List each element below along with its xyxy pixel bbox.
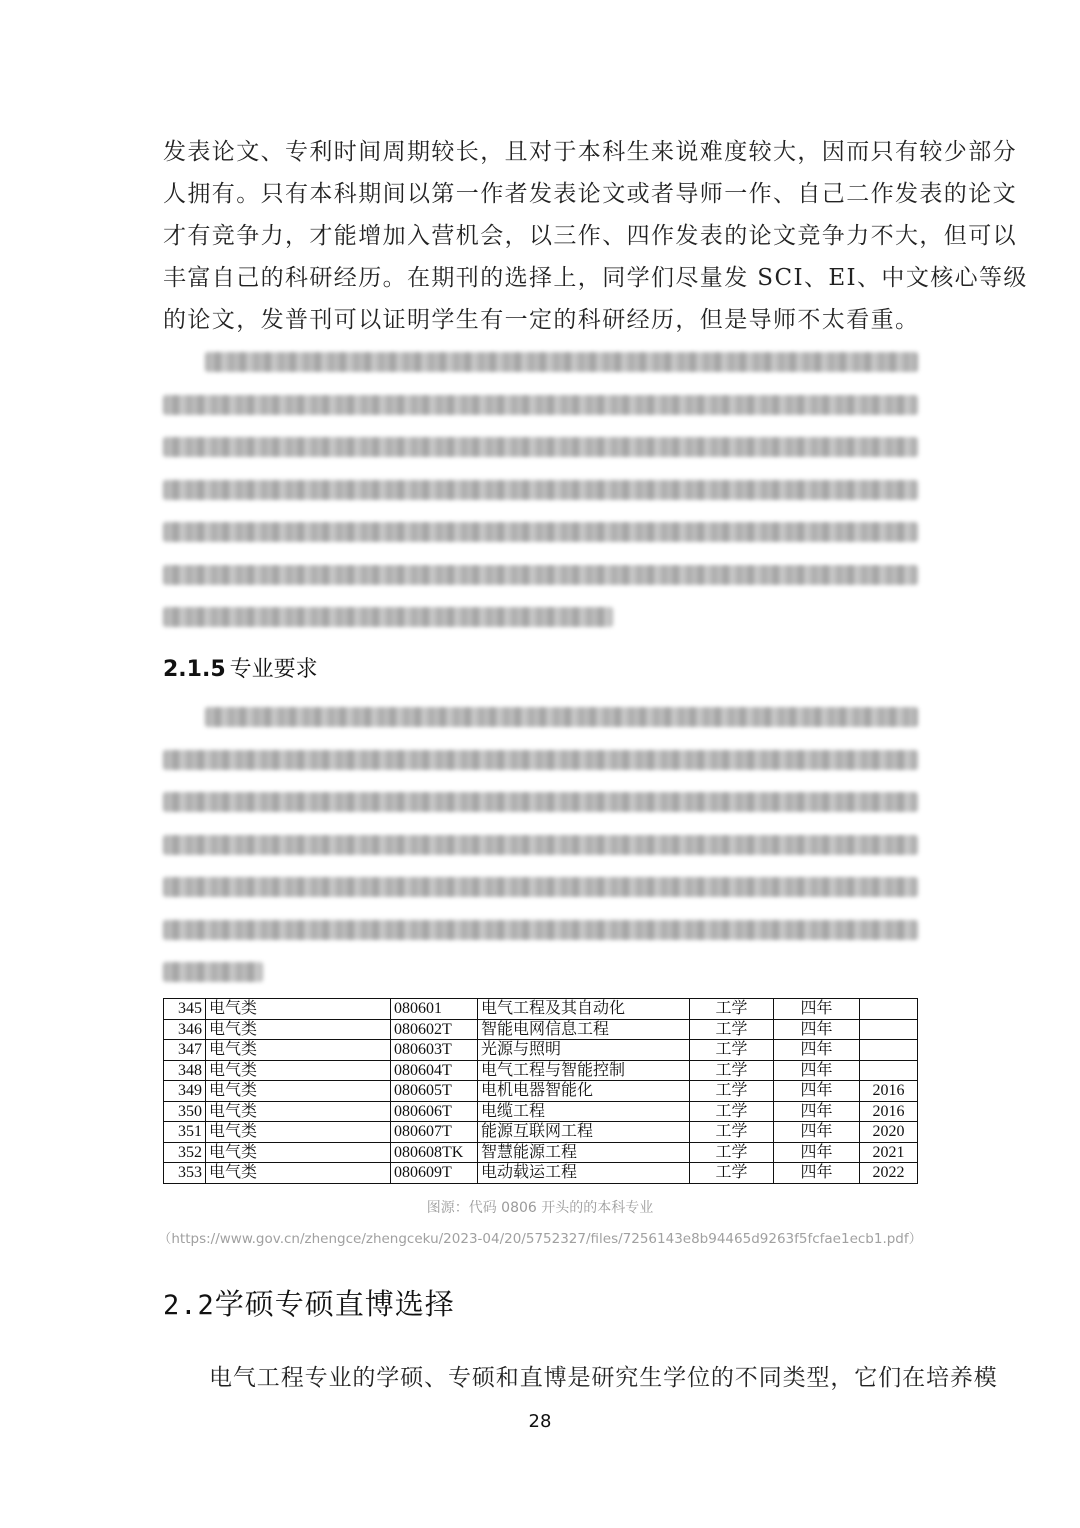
serial-number-cell: 353 (164, 1163, 206, 1184)
table-row (164, 1122, 918, 1143)
year-added-cell: 2020 (860, 1122, 918, 1143)
major-name-cell: 电缆工程 (478, 1101, 690, 1122)
table-row (164, 999, 918, 1020)
section-heading-2-2 (163, 1282, 455, 1323)
paragraph-line: 的论文，发普刊可以证明学生有一定的科研经历，但是导师不太看重。 (163, 307, 920, 333)
section-number: 2.1.5 (163, 657, 226, 682)
year-added-cell (860, 1019, 918, 1040)
table-row (164, 1142, 918, 1163)
major-code-cell: 080607T (391, 1122, 478, 1143)
year-added-cell: 2021 (860, 1142, 918, 1163)
duration-cell: 四年 (774, 1060, 860, 1081)
major-code-cell: 080606T (391, 1101, 478, 1122)
table-row (164, 1101, 918, 1122)
degree-cell: 工学 (690, 1163, 774, 1184)
major-name-cell: 智慧能源工程 (478, 1142, 690, 1163)
paragraph-line: 人拥有。只有本科期间以第一作者发表论文或者导师一作、自己二作发表的论文 (163, 181, 1017, 207)
degree-cell: 工学 (690, 1122, 774, 1143)
degree-cell: 工学 (690, 1040, 774, 1061)
major-name-cell: 电气工程及其自动化 (478, 999, 690, 1020)
year-added-cell (860, 1060, 918, 1081)
figure-source-link[interactable]: （https://www.gov.cn/zhengce/zhengceku/2023-04/20/5752327/files/7256143e8b94465d9263f5fcfae1ecb1.pdf） (157, 1231, 923, 1247)
table-row (164, 1163, 918, 1184)
blurred-paragraph (163, 352, 918, 650)
duration-cell: 四年 (774, 1019, 860, 1040)
blurred-paragraph (163, 707, 918, 1005)
category-cell: 电气类 (206, 999, 391, 1020)
major-code-cell: 080604T (391, 1060, 478, 1081)
table-row (164, 1019, 918, 1040)
majors-table (163, 998, 917, 1184)
serial-number-cell: 345 (164, 999, 206, 1020)
major-code-cell: 080603T (391, 1040, 478, 1061)
serial-number-cell: 350 (164, 1101, 206, 1122)
major-code-cell: 080609T (391, 1163, 478, 1184)
table-row (164, 1040, 918, 1061)
major-name-cell: 电气工程与智能控制 (478, 1060, 690, 1081)
degree-cell: 工学 (690, 1081, 774, 1102)
serial-number-cell: 348 (164, 1060, 206, 1081)
degree-cell: 工学 (690, 1060, 774, 1081)
table-row (164, 1060, 918, 1081)
major-name-cell: 能源互联网工程 (478, 1122, 690, 1143)
paragraph-line: 发表论文、专利时间周期较长，且对于本科生来说难度较大，因而只有较少部分 (163, 139, 1017, 165)
major-code-cell: 080605T (391, 1081, 478, 1102)
year-added-cell: 2016 (860, 1081, 918, 1102)
year-added-cell: 2022 (860, 1163, 918, 1184)
paragraph-line: 才有竞争力，才能增加入营机会，以三作、四作发表的论文竞争力不大，但可以 (163, 223, 1017, 249)
category-cell: 电气类 (206, 1163, 391, 1184)
degree-cell: 工学 (690, 1142, 774, 1163)
degree-cell: 工学 (690, 1101, 774, 1122)
duration-cell: 四年 (774, 1142, 860, 1163)
section-title: 专业要求 (229, 657, 318, 682)
figure-caption: 图源：代码 0806 开头的的本科专业 (426, 1200, 654, 1216)
major-code-cell: 080602T (391, 1019, 478, 1040)
serial-number-cell: 351 (164, 1122, 206, 1143)
degree-cell: 工学 (690, 999, 774, 1020)
section-heading-2-1-5 (163, 652, 318, 683)
major-code-cell: 080601 (391, 999, 478, 1020)
category-cell: 电气类 (206, 1060, 391, 1081)
major-name-cell: 电机电器智能化 (478, 1081, 690, 1102)
paragraph-line: 丰富自己的科研经历。在期刊的选择上，同学们尽量发 SCI、EI、中文核心等级 (163, 265, 1028, 291)
duration-cell: 四年 (774, 1081, 860, 1102)
paragraph-line: 电气工程专业的学硕、专硕和直博是研究生学位的不同类型，它们在培养模 (209, 1365, 998, 1391)
section-number: 2.2 (163, 1290, 215, 1321)
serial-number-cell: 349 (164, 1081, 206, 1102)
major-name-cell: 智能电网信息工程 (478, 1019, 690, 1040)
category-cell: 电气类 (206, 1142, 391, 1163)
duration-cell: 四年 (774, 1101, 860, 1122)
duration-cell: 四年 (774, 1040, 860, 1061)
intro-paragraph (163, 131, 1028, 341)
duration-cell: 四年 (774, 1122, 860, 1143)
category-cell: 电气类 (206, 1122, 391, 1143)
year-added-cell (860, 999, 918, 1020)
category-cell: 电气类 (206, 1040, 391, 1061)
duration-cell: 四年 (774, 1163, 860, 1184)
year-added-cell: 2016 (860, 1101, 918, 1122)
major-name-cell: 光源与照明 (478, 1040, 690, 1061)
major-name-cell: 电动载运工程 (478, 1163, 690, 1184)
table-row (164, 1081, 918, 1102)
category-cell: 电气类 (206, 1081, 391, 1102)
degree-cell: 工学 (690, 1019, 774, 1040)
serial-number-cell: 346 (164, 1019, 206, 1040)
year-added-cell (860, 1040, 918, 1061)
major-code-cell: 080608TK (391, 1142, 478, 1163)
serial-number-cell: 347 (164, 1040, 206, 1061)
page-number: 28 (528, 1411, 552, 1432)
category-cell: 电气类 (206, 1019, 391, 1040)
section-2-2-paragraph (163, 1357, 998, 1399)
category-cell: 电气类 (206, 1101, 391, 1122)
section-title: 学硕专硕直博选择 (214, 1287, 455, 1321)
duration-cell: 四年 (774, 999, 860, 1020)
serial-number-cell: 352 (164, 1142, 206, 1163)
